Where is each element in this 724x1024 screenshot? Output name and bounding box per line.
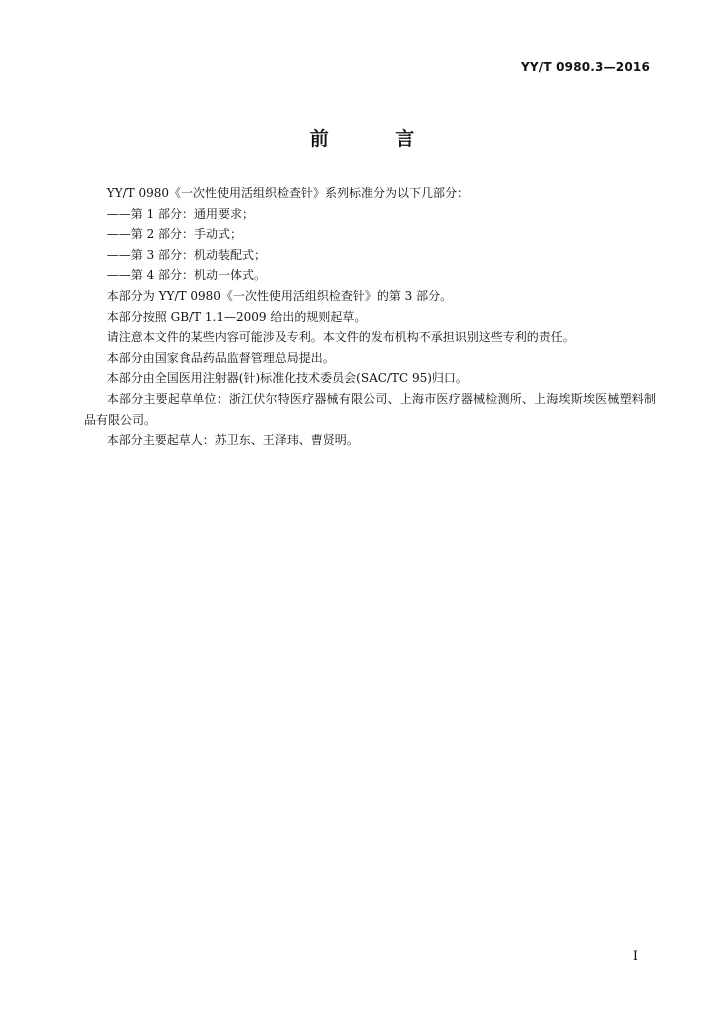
paragraph-proposed-by: 本部分由国家食品药品监督管理总局提出。 — [106, 350, 335, 365]
list-item-part-2: ——第 2 部分：手动式； — [106, 227, 243, 242]
foreword-body — [84, 183, 656, 451]
page-number: I — [632, 949, 638, 964]
paragraph-this-part: 本部分为 YY/T 0980《一次性使用活组织检查针》的第 3 部分。 — [106, 288, 453, 303]
list-item-part-3: ——第 3 部分：机动装配式； — [106, 247, 267, 262]
page-title: 前 言 — [309, 128, 445, 150]
list-item-part-1: ——第 1 部分：通用要求； — [106, 206, 255, 221]
list-item-part-4: ——第 4 部分：机动一体式。 — [106, 268, 267, 283]
paragraph-patent-notice: 请注意本文件的某些内容可能涉及专利。本文件的发布机构不承担识别这些专利的责任。 — [106, 330, 575, 345]
paragraph-drafters: 本部分主要起草人：苏卫东、王泽玮、曹贤明。 — [106, 433, 359, 448]
paragraph-drafting-organizations: 本部分主要起草单位：浙江伏尔特医疗器械有限公司、上海市医疗器械检测所、上海埃斯埃医械塑料制品有限公司。 — [84, 391, 656, 427]
paragraph-series-intro: YY/T 0980《一次性使用活组织检查针》系列标准分为以下几部分： — [106, 186, 470, 200]
paragraph-technical-committee: 本部分由全国医用注射器(针)标准化技术委员会(SAC/TC 95)归口。 — [106, 371, 468, 386]
standard-code-header: YY/T 0980.3—2016 — [520, 60, 650, 74]
paragraph-drafting-rules: 本部分按照 GB/T 1.1—2009 给出的规则起草。 — [106, 309, 367, 324]
